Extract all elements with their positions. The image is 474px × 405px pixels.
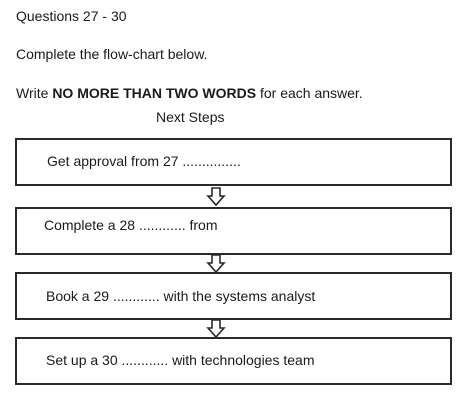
flowchart-title: Next Steps <box>156 109 225 125</box>
instruction-emphasis: NO MORE THAN TWO WORDS <box>52 85 257 101</box>
flowchart-step-1 <box>15 138 452 186</box>
flowchart-step-4 <box>15 337 452 385</box>
questions-heading: Questions 27 - 30 <box>16 8 127 24</box>
flowchart-step-2-text: Complete a 28 ............ from <box>44 217 218 233</box>
instruction-prefix: Write <box>16 85 53 101</box>
down-arrow-icon <box>206 187 226 207</box>
instruction-complete-flowchart: Complete the flow-chart below. <box>16 46 208 62</box>
instruction-word-limit <box>16 86 363 100</box>
down-arrow-icon <box>206 319 226 339</box>
flowchart-step-3-text: Book a 29 ............ with the systems analyst <box>46 288 316 304</box>
down-arrow-icon <box>206 254 226 274</box>
flowchart-step-1-text: Get approval from 27 ............... <box>47 153 241 169</box>
flowchart-step-3 <box>15 272 452 320</box>
flowchart-step-2 <box>15 207 452 255</box>
instruction-suffix: for each answer. <box>256 85 363 101</box>
flowchart-step-4-text: Set up a 30 ............ with technologies team <box>46 352 315 368</box>
